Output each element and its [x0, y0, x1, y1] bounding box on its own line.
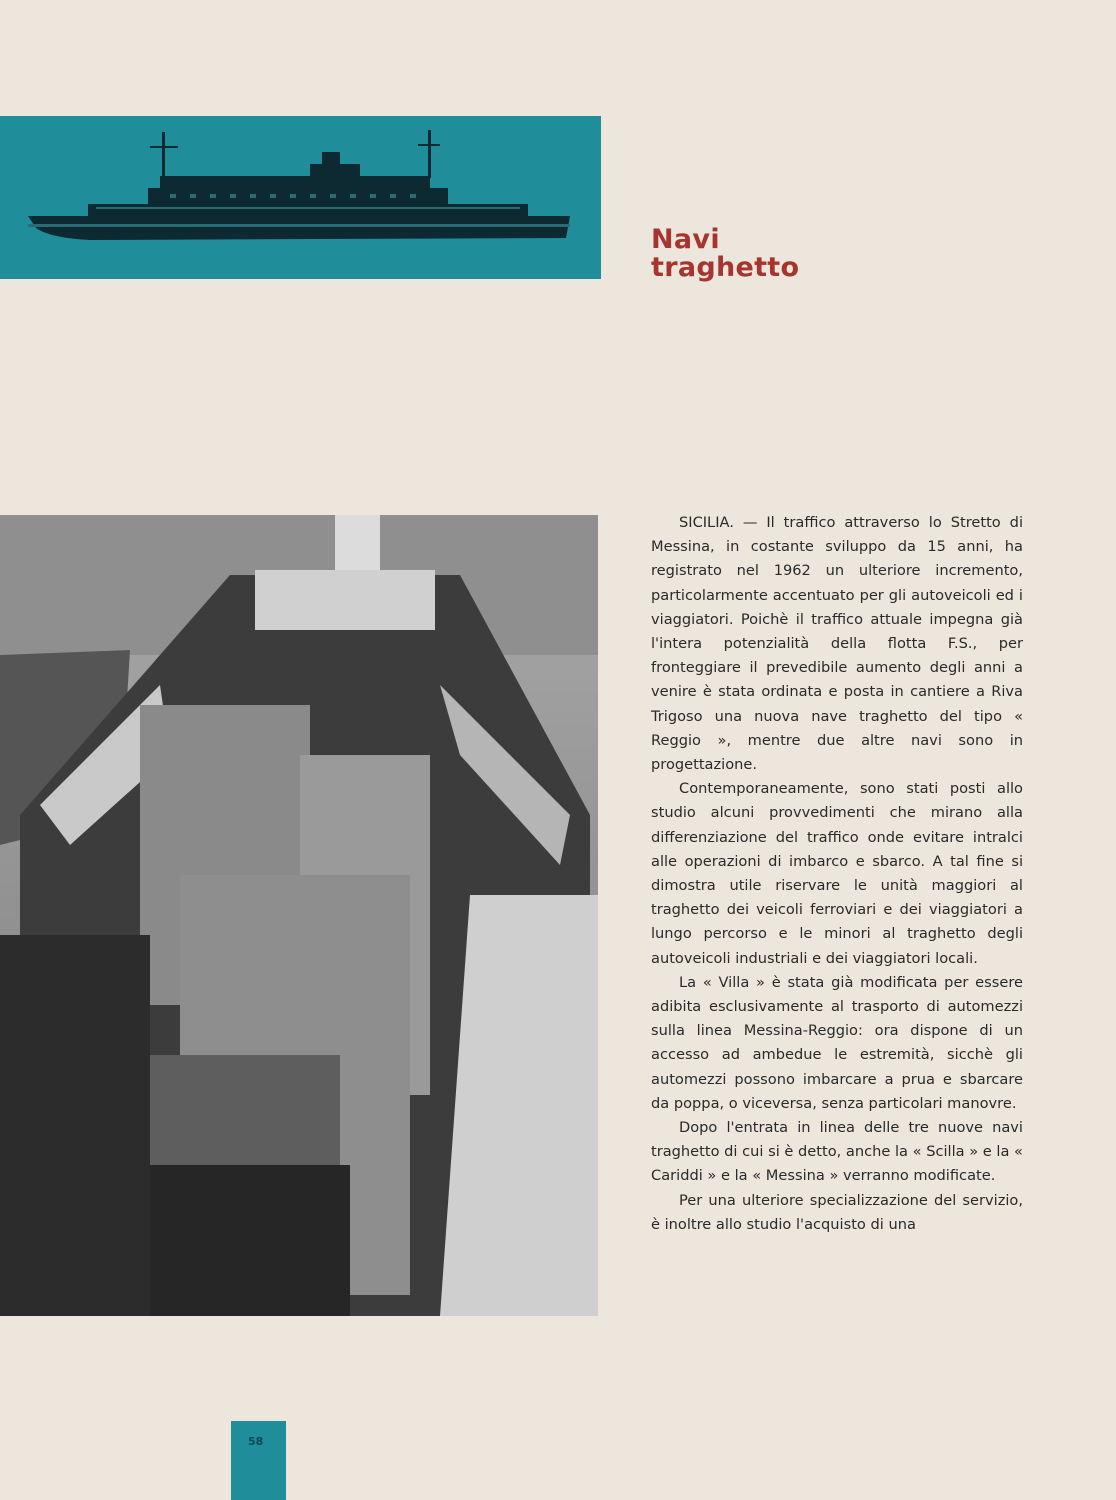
paragraph-4: Dopo l'entrata in linea delle tre nuove navi traghetto di cui si è detto, anche la « Scilla » e la « Cariddi » e la « Messina » verranno modificate. [651, 1119, 1023, 1185]
paragraph-2: Contemporaneamente, sono stati posti allo studio alcuni provvedimenti che mirano alla differenziazione del traffico onde evitare intralci alle operazioni di imbarco e sbarco. A tal fine si dimostra utile riservare le unità maggiori al traghetto dei veicoli ferroviari e dei viaggiatori a lungo percorso e le minori al traghetto degli autoveicoli industriali e dei viaggiatori locali. [651, 780, 1023, 967]
paragraph-5: Per una ulteriore specializzazione del servizio, è inoltre allo studio l'acquisto di una [651, 1191, 1023, 1233]
paragraph-3: La « Villa » è stata già modificata per essere adibita esclusivamente al trasporto di automezzi sulla linea Messina-Reggio: ora dispone di un accesso ad ambedue le estremità, sicchè gli automezzi possono imbarcare a prua e sbarcare da poppa, o viceversa, senza particolari manovre. [651, 973, 1023, 1112]
ferry-photograph [0, 515, 598, 1316]
page-title [651, 226, 951, 282]
page-number-tab [231, 1421, 286, 1500]
title-line-2: traghetto [651, 252, 800, 283]
header-band [0, 116, 601, 279]
article-text [651, 511, 1023, 1237]
ferry-photo-image [0, 515, 598, 1316]
page-number: 58 [248, 1435, 264, 1448]
paragraph-1: SICILIA. — Il traffico attraverso lo Stretto di Messina, in costante sviluppo da 15 anni, ha registrato nel 1962 un ulteriore incremento, particolarmente accentuato per gli autoveicoli ed i viaggiatori. Poichè il traffico attuale impegna già l'intera potenzialità della flotta F.S., per fronteggiare il prevedibile aumento degli anni a venire è stata ordinata e posta in cantiere a Riva Trigoso una nuova nave traghetto del tipo « Reggio », mentre due altre navi sono in progettazione. [651, 514, 1023, 774]
ship-silhouette-icon [0, 116, 601, 279]
title-line-1: Navi [651, 224, 720, 255]
